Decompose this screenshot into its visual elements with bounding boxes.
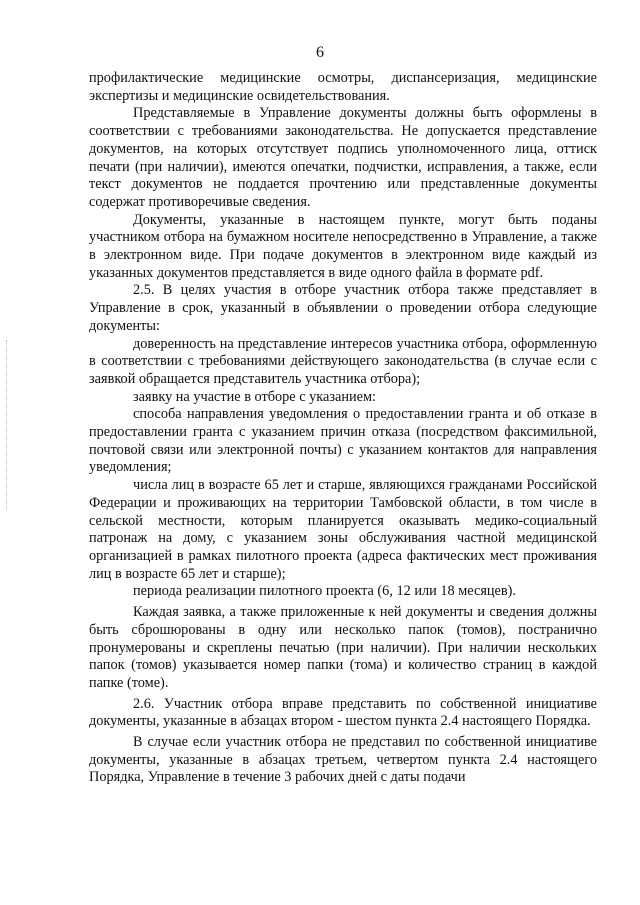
margin-scan-mark	[6, 340, 8, 510]
paragraph-5: доверенность на представление интересов участника отбора, оформленную в соответствии с требованиями действующего законодательства (в случае если с заявкой обращается представитель участника отбора);	[89, 335, 597, 387]
document-body	[89, 70, 597, 787]
paragraph-4: 2.5. В целях участия в отборе участник отбора также представляет в Управление в срок, указанный в объявлении о проведении отбора следующие документы:	[89, 282, 597, 334]
paragraph-11: 2.6. Участник отбора вправе представить по собственной инициативе документы, указанные в абзацах втором - шестом пункта 2.4 настоящего Порядка.	[89, 695, 597, 730]
paragraph-1: профилактические медицинские осмотры, диспансеризация, медицинские экспертизы и медицинские освидетельствования.	[89, 70, 597, 104]
paragraph-9: периода реализации пилотного проекта (6, 12 или 18 месяцев).	[133, 583, 516, 600]
paragraph-6: заявку на участие в отборе с указанием:	[133, 388, 377, 405]
paragraph-3: Документы, указанные в настоящем пункте, могут быть поданы участником отбора на бумажном носителе непосредственно в Управление, а также в электронном виде. При подаче документов в электронном виде каждый из указанных документов представляется в виде одного файла в формате pdf.	[89, 211, 597, 281]
paragraph-12: В случае если участник отбора не представил по собственной инициативе документы, указанные в абзацах третьем, четвертом пункта 2.4 настоящего Порядка, Управление в течение 3 рабочих дней с даты подачи	[89, 734, 597, 786]
paragraph-2: Представляемые в Управление документы должны быть оформлены в соответствии с требованиями законодательства. Не допускается представление документов, на которых отсутствует подпись уполномоченного лица, оттиск печати (при наличии), имеются опечатки, подчистки, исправления, а также, если текст документов не поддается прочтению или представленные документы содержат противоречивые сведения.	[89, 105, 597, 210]
page-number: 6	[316, 44, 324, 61]
paragraph-10: Каждая заявка, а также приложенные к ней документы и сведения должны быть сброшюрованы в одну или несколько папок (томов), постранично пронумерованы и скреплены печатью (при наличии). При наличии нескольких папок (томов) указывается номер папки (тома) и количество страниц в каждой папке (томе).	[89, 604, 597, 691]
paragraph-7: способа направления уведомления о предоставлении гранта и об отказе в предоставлении гранта с указанием причин отказа (посредством факсимильной, почтовой связи или электронной почты) с указанием контактов для направления уведомления;	[89, 406, 597, 476]
paragraph-8: числа лиц в возрасте 65 лет и старше, являющихся гражданами Российской Федерации и проживающих на территории Тамбовской области, в том числе в сельской местности, которым планируется оказывать медико-социальный патронаж на дому, с указанием зоны обслуживания частной медицинской организацией в рамках пилотного проекта (адреса фактических мест проживания лиц в возрасте 65 лет и старше);	[89, 477, 597, 582]
